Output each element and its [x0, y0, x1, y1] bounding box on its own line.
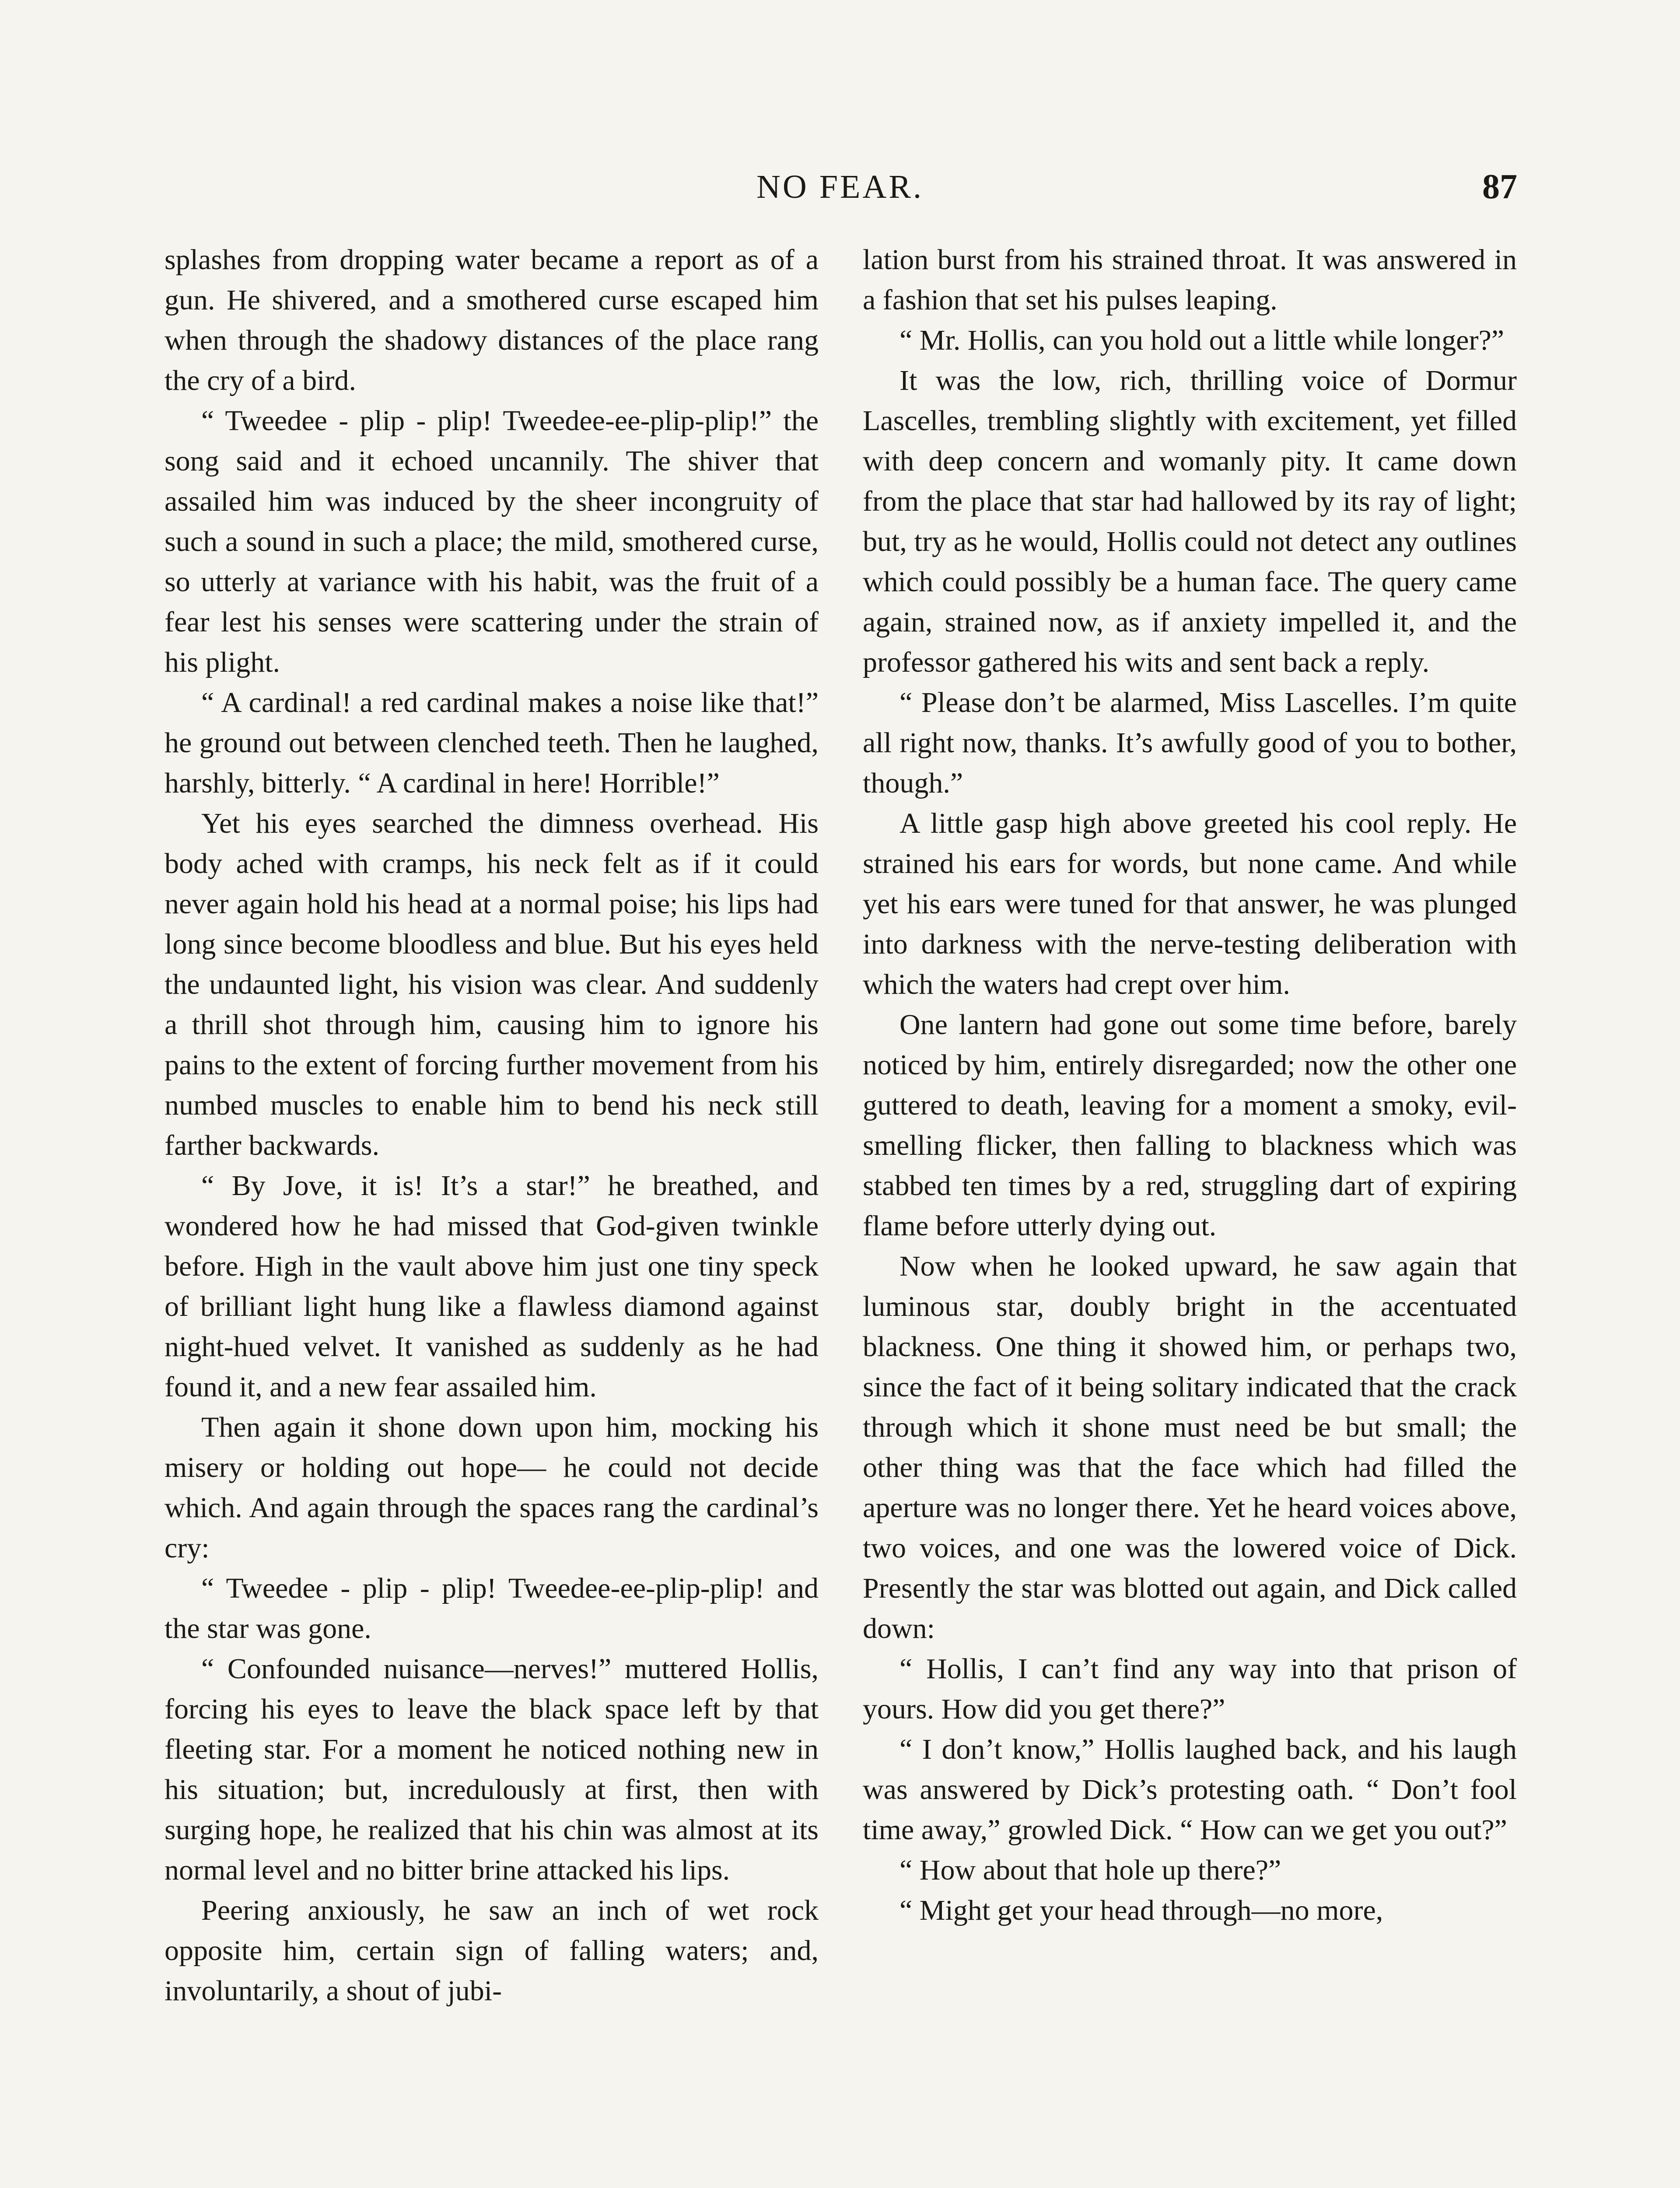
paragraph: “ Tweedee - plip - plip! Tweedee-ee-plip-plip! and the star was gone. — [164, 1572, 819, 1645]
paragraph: A little gasp high above greeted his cool reply. He strained his ears for words, but none came. And while yet his ears were tuned for that answer, he was plunged into darkness with the nerve-testing deliberation with which the waters had crept over him. — [863, 807, 1517, 1000]
running-title: NO FEAR. — [756, 168, 924, 205]
paragraph: “ I don’t know,” Hollis laughed back, and his laugh was answered by Dick’s protesting oath. “ Don’t fool time away,” growled Dick. “ How can we get you out?” — [863, 1733, 1517, 1846]
paragraph: splashes from dropping water became a report as of a gun. He shivered, and a smothered curse escaped him when through the shadowy distances of the place rang the cry of a bird. — [164, 244, 819, 396]
page-header — [163, 163, 1517, 211]
paragraph: “ Hollis, I can’t find any way into that prison of yours. How did you get there?” — [863, 1653, 1517, 1725]
paragraph: “ Mr. Hollis, can you hold out a little while longer?” — [900, 324, 1505, 356]
paragraph: “ Please don’t be alarmed, Miss Lascelles. I’m quite all right now, thanks. It’s awfully good of you to bother, though.” — [863, 687, 1517, 799]
paragraph: Now when he looked upward, he saw again that luminous star, doubly bright in the accentuated blackness. One thing it showed him, or perhaps two, since the fact of it being solitary indicated that the crack through which it shone must need be but small; the other thing was that the face which had filled the aperture was no longer there. Yet he heard voices above, two voices, and one was the lowered voice of Dick. Presently the star was blotted out again, and Dick called down: — [863, 1250, 1517, 1645]
paragraph: Yet his eyes searched the dimness overhead. His body ached with cramps, his neck felt as if it could never again hold his head at a normal poise; his lips had long since become bloodless and blue. But his eyes held the undaunted light, his vision was clear. And suddenly a thrill shot through him, causing him to ignore his pains to the extent of forcing further movement from his numbed muscles to enable him to bend his neck still farther backwards. — [164, 807, 819, 1161]
paragraph: It was the low, rich, thrilling voice of Dormur Lascelles, trembling slightly with excitement, yet filled with deep concern and womanly pity. It came down from the place that star had hallowed by its ray of light; but, try as he would, Hollis could not detect any outlines which could possibly be a human face. The query came again, strained now, as if anxiety impelled it, and the professor gathered his wits and sent back a reply. — [863, 365, 1517, 678]
paragraph: Peering anxiously, he saw an inch of wet rock opposite him, certain sign of falling waters; and, involuntarily, a shout of jubi- — [164, 1894, 819, 2007]
paragraph: “ Might get your head through—no more, — [900, 1894, 1383, 1926]
paragraph: “ By Jove, it is! It’s a star!” he breathed, and wondered how he had missed that God-given twinkle before. High in the vault above him just one tiny speck of brilliant light hung like a flawless diamond against night-hued velvet. It vanished as suddenly as he had found it, and a new fear assailed him. — [164, 1170, 819, 1403]
paragraph: lation burst from his strained throat. It was answered in a fashion that set his pulses leaping. — [863, 244, 1517, 316]
left-column — [164, 240, 819, 2011]
paragraph: “ A cardinal! a red cardinal makes a noise like that!” he ground out between clenched teeth. Then he laughed, harshly, bitterly. “ A cardinal in here! Horrible!” — [164, 687, 819, 799]
page-number: 87 — [1482, 168, 1517, 206]
paragraph: Then again it shone down upon him, mocking his misery or holding out hope— he could not decide which. And again through the spaces rang the cardinal’s cry: — [164, 1411, 819, 1564]
right-column — [863, 240, 1517, 1931]
paragraph: “ Confounded nuisance—nerves!” muttered Hollis, forcing his eyes to leave the black space left by that fleeting star. For a moment he noticed nothing new in his situation; but, incredulously at first, then with surging hope, he realized that his chin was almost at its normal level and no bitter brine attacked his lips. — [164, 1653, 819, 1886]
paragraph: “ How about that hole up there?” — [900, 1854, 1281, 1886]
paragraph: One lantern had gone out some time before, barely noticed by him, entirely disregarded; now the other one guttered to death, leaving for a moment a smoky, evil-smelling flicker, then falling to blackness which was stabbed ten times by a red, struggling dart of expiring flame before utterly dying out. — [863, 1009, 1517, 1242]
paragraph: “ Tweedee - plip - plip! Tweedee-ee-plip-plip!” the song said and it echoed uncannily. The shiver that assailed him was induced by the sheer incongruity of such a sound in such a place; the mild, smothered curse, so utterly at variance with his habit, was the fruit of a fear lest his senses were scattering under the strain of his plight. — [164, 405, 819, 678]
